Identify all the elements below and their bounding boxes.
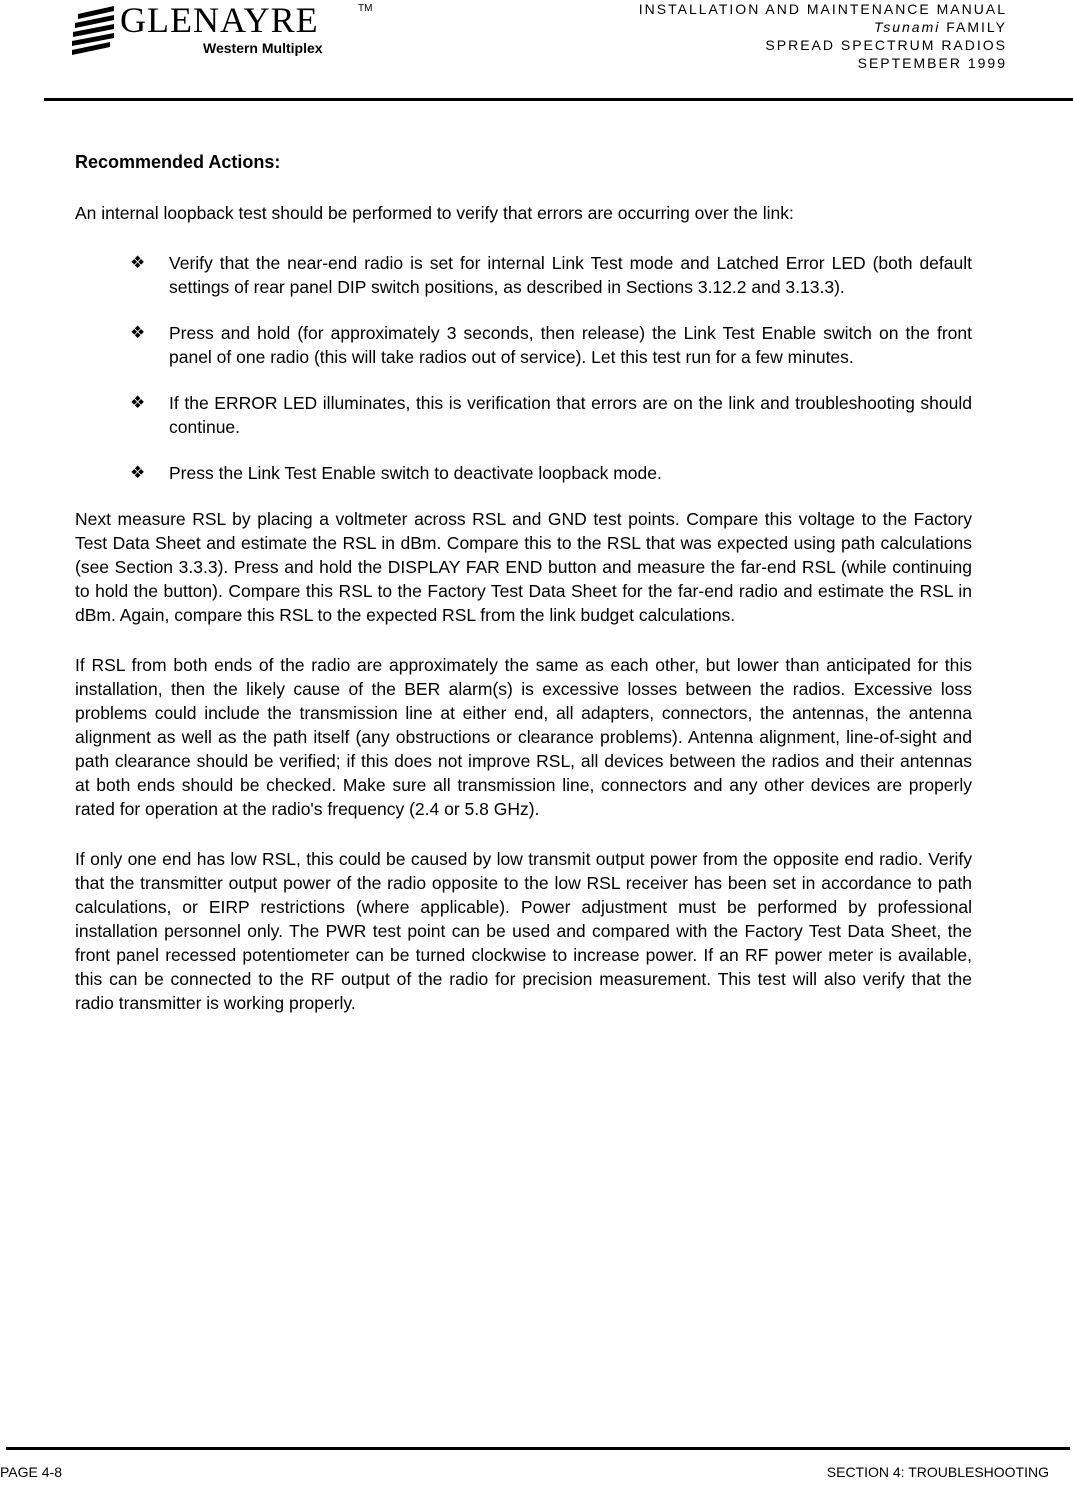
- intro-paragraph: An internal loopback test should be performed to verify that errors are occurring over the link:: [75, 203, 794, 223]
- body-paragraph: If only one end has low RSL, this could be caused by low transmit output power from the opposite end radio. Verify that the transmitter output power of the radio opposite to the low RSL receiver has been set in accordance to path calculations, or EIRP restrictions (where applicable). Power adjustment must be performed by professional installation personnel only. The PWR test point can be used and compared with the Factory Test Data Sheet, the front panel recessed potentiometer can be turned clockwise to increase power. If an RF power meter is available, this can be connected to the RF output of the radio for precision measurement. This test will also verify that the radio transmitter is working properly.: [75, 849, 972, 1013]
- header-family: [639, 18, 1007, 36]
- logo-stripes-icon: [70, 2, 118, 58]
- list-item: [75, 251, 972, 299]
- header-divider: [44, 98, 1073, 101]
- logo-wordmark: GLENAYRE: [120, 0, 319, 40]
- body-paragraph: If RSL from both ends of the radio are approximately the same as each other, but lower than anticipated for this installation, then the likely cause of the BER alarm(s) is excessive losses between the radios. Excessive loss problems could include the transmission line at either end, all adapters, connectors, the antennas, the antenna alignment as well as the path itself (any obstructions or clearance problems). Antenna alignment, line-of-sight and path clearance should be verified; if this does not improve RSL, all devices between the radios and their antennas at both ends should be checked. Make sure all transmission line, connectors and any other devices are properly rated for operation at the radio's frequency (2.4 or 5.8 GHz).: [75, 655, 972, 819]
- section-label: SECTION 4: TROUBLESHOOTING: [826, 1464, 1049, 1480]
- page-number: PAGE 4-8: [0, 1464, 62, 1480]
- trademark-mark: TM: [358, 3, 373, 14]
- page-content: [75, 150, 972, 1041]
- diamond-bullet-icon: ❖: [130, 463, 146, 482]
- header-date: SEPTEMBER 1999: [857, 55, 1007, 71]
- footer-divider: [6, 1447, 1070, 1450]
- list-item-text: Press and hold (for approximately 3 seconds, then release) the Link Test Enable switch on the front panel of one radio (this will take radios out of service). Let this test run for a few minutes.: [169, 323, 972, 367]
- list-item: [75, 461, 972, 485]
- header-family-rest: FAMILY: [940, 19, 1007, 35]
- action-list: [75, 251, 972, 485]
- list-item-text: Press the Link Test Enable switch to deactivate loopback mode.: [169, 463, 662, 483]
- header-family-italic: Tsunami: [873, 19, 941, 35]
- company-logo: [70, 2, 380, 62]
- document-header: [639, 0, 1007, 72]
- list-item-text: If the ERROR LED illuminates, this is verification that errors are on the link and troubleshooting should continue.: [169, 393, 972, 437]
- body-paragraph: Next measure RSL by placing a voltmeter across RSL and GND test points. Compare this voltage to the Factory Test Data Sheet and estimate the RSL in dBm. Compare this to the RSL that was expected using path calculations (see Section 3.3.3). Press and hold the DISPLAY FAR END button and measure the far-end RSL (while continuing to hold the button). Compare this RSL to the Factory Test Data Sheet for the far-end radio and estimate the RSL in dBm. Again, compare this RSL to the expected RSL from the link budget calculations.: [75, 509, 972, 625]
- diamond-bullet-icon: ❖: [130, 253, 146, 272]
- header-product: SPREAD SPECTRUM RADIOS: [765, 37, 1007, 53]
- logo-subtitle: Western Multiplex: [203, 40, 323, 56]
- diamond-bullet-icon: ❖: [130, 323, 146, 342]
- section-heading: Recommended Actions:: [75, 152, 281, 172]
- header-manual-title: INSTALLATION AND MAINTENANCE MANUAL: [638, 1, 1007, 17]
- diamond-bullet-icon: ❖: [130, 393, 146, 412]
- list-item-text: Verify that the near-end radio is set for internal Link Test mode and Latched Error LED (both default settings of rear panel DIP switch positions, as described in Sections 3.12.2 and 3.13.3).: [169, 253, 972, 297]
- list-item: [75, 391, 972, 439]
- list-item: [75, 321, 972, 369]
